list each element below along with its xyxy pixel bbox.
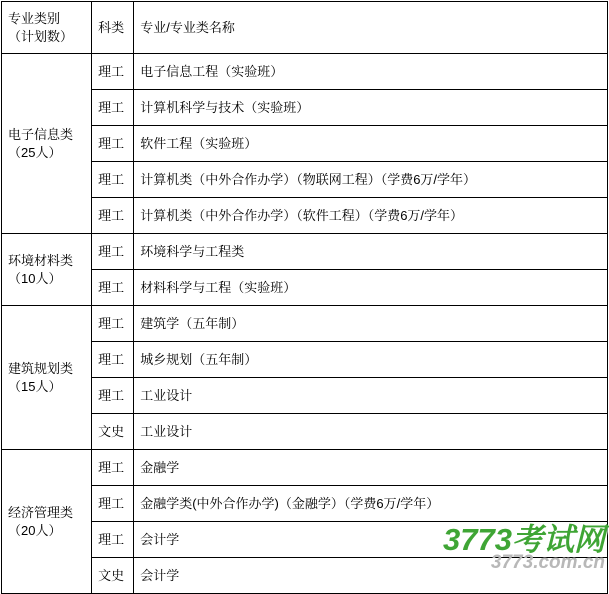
header-category <box>2 2 92 54</box>
table-row <box>2 558 608 594</box>
table-body <box>2 54 608 594</box>
subject-cell: 理工 <box>92 342 134 378</box>
header-subject: 科类 <box>92 2 134 54</box>
major-name-cell: 电子信息工程（实验班） <box>134 54 608 90</box>
major-name-cell: 计算机类（中外合作办学）（物联网工程）（学费6万/学年） <box>134 162 608 198</box>
subject-cell: 理工 <box>92 378 134 414</box>
major-name-cell: 环境科学与工程类 <box>134 234 608 270</box>
major-name-cell: 材料科学与工程（实验班） <box>134 270 608 306</box>
subject-cell: 理工 <box>92 126 134 162</box>
table-row <box>2 198 608 234</box>
watermark-main-text: 3773考试网 <box>443 522 605 558</box>
subject-cell: 理工 <box>92 486 134 522</box>
table-row <box>2 306 608 342</box>
category-name: 环境材料类 <box>8 252 74 268</box>
category-name: 经济管理类 <box>8 504 74 520</box>
subject-cell: 理工 <box>92 198 134 234</box>
subject-cell: 理工 <box>92 54 134 90</box>
major-name-cell: 工业设计 <box>134 414 608 450</box>
subject-cell: 理工 <box>92 234 134 270</box>
category-name: 建筑规划类 <box>8 360 74 376</box>
major-plan-table <box>1 1 608 594</box>
table-row <box>2 234 608 270</box>
table-row <box>2 486 608 522</box>
table-row <box>2 342 608 378</box>
major-name-cell: 城乡规划（五年制） <box>134 342 608 378</box>
watermark-url-text: 3773.com.cn <box>490 552 605 574</box>
header-category-line2: （计划数） <box>8 28 74 44</box>
category-cell-environment-materials <box>2 234 92 306</box>
category-count: （25人） <box>8 144 62 160</box>
subject-cell: 理工 <box>92 162 134 198</box>
subject-cell: 理工 <box>92 306 134 342</box>
category-cell-electronic-information <box>2 54 92 234</box>
category-cell-architecture-planning <box>2 306 92 450</box>
major-name-cell: 工业设计 <box>134 378 608 414</box>
table-row <box>2 162 608 198</box>
subject-cell: 文史 <box>92 414 134 450</box>
category-count: （10人） <box>8 270 62 286</box>
table-row <box>2 126 608 162</box>
header-major-name: 专业/专业类名称 <box>134 2 608 54</box>
subject-cell: 理工 <box>92 450 134 486</box>
major-name-cell: 金融学 <box>134 450 608 486</box>
table-row <box>2 270 608 306</box>
table-row <box>2 378 608 414</box>
table-row <box>2 54 608 90</box>
table-row <box>2 414 608 450</box>
subject-cell: 文史 <box>92 558 134 594</box>
subject-cell: 理工 <box>92 522 134 558</box>
category-cell-economics-management <box>2 450 92 594</box>
subject-cell: 理工 <box>92 270 134 306</box>
table-row <box>2 90 608 126</box>
major-name-cell: 软件工程（实验班） <box>134 126 608 162</box>
table-row <box>2 522 608 558</box>
major-name-cell: 会计学 <box>134 522 608 558</box>
table-header-row <box>2 2 608 54</box>
header-category-line1: 专业类别 <box>8 10 61 26</box>
major-name-cell: 计算机类（中外合作办学）（软件工程）（学费6万/学年） <box>134 198 608 234</box>
category-name: 电子信息类 <box>8 126 74 142</box>
table-row <box>2 450 608 486</box>
category-count: （20人） <box>8 522 62 538</box>
major-name-cell: 会计学 <box>134 558 608 594</box>
major-name-cell: 计算机科学与技术（实验班） <box>134 90 608 126</box>
subject-cell: 理工 <box>92 90 134 126</box>
category-count: （15人） <box>8 378 62 394</box>
major-name-cell: 金融学类(中外合作办学)（金融学）（学费6万/学年） <box>134 486 608 522</box>
major-name-cell: 建筑学（五年制） <box>134 306 608 342</box>
